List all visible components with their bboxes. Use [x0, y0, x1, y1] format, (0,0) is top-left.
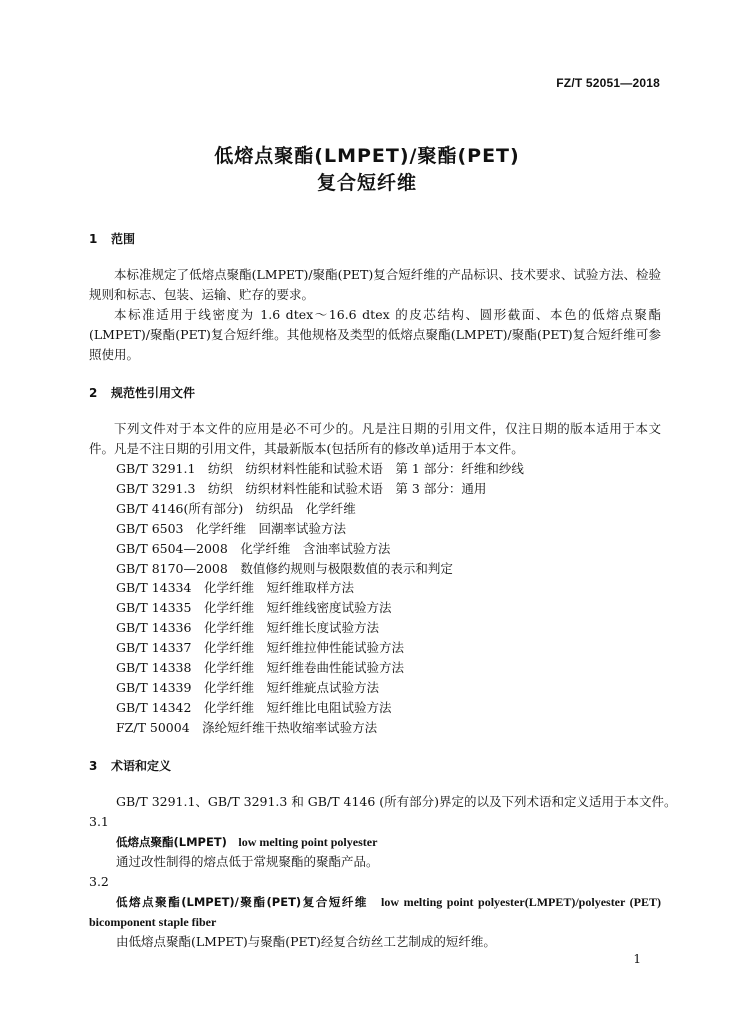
reference-item: GB/T 14337 化学纤维 短纤维拉伸性能试验方法 — [116, 640, 404, 656]
standard-number: FZ/T 52051—2018 — [556, 76, 660, 90]
section-title: 规范性引用文件 — [111, 386, 196, 400]
reference-item: GB/T 14335 化学纤维 短纤维线密度试验方法 — [116, 600, 392, 616]
term-heading — [89, 832, 661, 852]
term-number: 3.1 — [89, 813, 109, 829]
reference-item: GB/T 4146(所有部分) 纺织品 化学纤维 — [116, 500, 356, 516]
term-number: 3.2 — [89, 873, 109, 889]
document-title — [0, 143, 734, 197]
scope-paragraph-2: 本标准适用于线密度为 1.6 dtex～16.6 dtex 的皮芯结构、圆形截面、本色的低熔点聚酯(LMPET)/聚酯(PET)复合短纤维。其他规格及类型的低熔点聚酯(LMPET)/聚酯(PET)复合短纤维可参照使用。 — [89, 307, 661, 362]
reference-item: FZ/T 50004 涤纶短纤维干热收缩率试验方法 — [116, 719, 378, 735]
section-heading-terms-definitions — [89, 757, 661, 775]
reference-item: GB/T 3291.3 纺织 纺织材料性能和试验术语 第 3 部分：通用 — [116, 480, 487, 496]
section-heading-scope — [89, 230, 661, 248]
term-chinese: 低熔点聚酯(LMPET)/聚酯(PET)复合短纤维 — [116, 894, 368, 909]
section-number: 3 — [89, 758, 98, 773]
terms-intro: GB/T 3291.1、GB/T 3291.3 和 GB/T 4146 (所有部分)界定的以及下列术语和定义适用于本文件。 — [116, 793, 677, 809]
scope-paragraph-1: 本标准规定了低熔点聚酯(LMPET)/聚酯(PET)复合短纤维的产品标识、技术要求、试验方法、检验规则和标志、包装、运输、贮存的要求。 — [89, 267, 661, 302]
reference-item: GB/T 6504—2008 化学纤维 含油率试验方法 — [116, 540, 391, 556]
term-english: low melting point polyester(LMPET)/polyester (PET) bicomponent staple fiber — [89, 894, 662, 929]
section-title: 术语和定义 — [111, 758, 172, 773]
term-heading — [89, 892, 661, 932]
reference-item: GB/T 6503 化学纤维 回潮率试验方法 — [116, 520, 347, 536]
reference-item: GB/T 14342 化学纤维 短纤维比电阻试验方法 — [116, 699, 392, 715]
references-intro: 下列文件对于本文件的应用是必不可少的。凡是注日期的引用文件，仅注日期的版本适用于本文件。凡是不注日期的引用文件，其最新版本(包括所有的修改单)适用于本文件。 — [89, 421, 661, 456]
reference-item: GB/T 14338 化学纤维 短纤维卷曲性能试验方法 — [116, 660, 404, 676]
section-number: 2 — [89, 386, 98, 400]
reference-item: GB/T 14336 化学纤维 短纤维长度试验方法 — [116, 620, 379, 636]
term-chinese: 低熔点聚酯(LMPET) — [116, 834, 227, 849]
section-heading-normative-references — [89, 384, 661, 402]
term-definition: 通过改性制得的熔点低于常规聚酯的聚酯产品。 — [116, 853, 379, 869]
reference-list — [89, 459, 661, 738]
reference-item: GB/T 14334 化学纤维 短纤维取样方法 — [116, 580, 354, 596]
title-line-1: 低熔点聚酯(LMPET)/聚酯(PET) — [214, 145, 520, 167]
title-line-2: 复合短纤维 — [316, 172, 417, 194]
reference-item: GB/T 8170—2008 数值修约规则与极限数值的表示和判定 — [116, 560, 453, 576]
page-number: 1 — [633, 952, 641, 966]
term-english: low melting point polyester — [238, 834, 378, 849]
section-title: 范围 — [111, 232, 136, 246]
reference-item: GB/T 14339 化学纤维 短纤维疵点试验方法 — [116, 679, 379, 695]
term-definition: 由低熔点聚酯(LMPET)与聚酯(PET)经复合纺丝工艺制成的短纤维。 — [116, 933, 496, 949]
document-body — [89, 230, 677, 952]
section-number: 1 — [89, 232, 98, 246]
reference-item: GB/T 3291.1 纺织 纺织材料性能和试验术语 第 1 部分：纤维和纱线 — [116, 461, 524, 476]
